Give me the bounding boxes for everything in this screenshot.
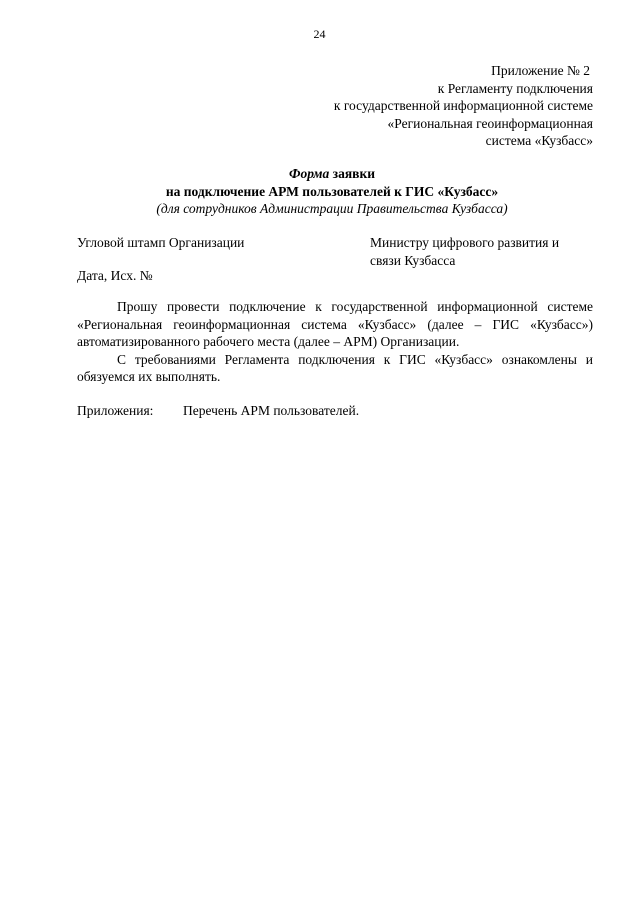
appendix-header (213, 62, 593, 150)
form-title-rest: заявки (329, 166, 375, 181)
body-text (77, 298, 593, 386)
addressee-line-2: связи Кузбасса (370, 252, 456, 268)
addressee-block (370, 234, 600, 269)
attachments-label: Приложения: (77, 403, 154, 418)
appendix-line-1: Приложение № 2 (491, 63, 590, 78)
form-title-line-2: на подключение АРМ пользователей к ГИС «Кузбасс» (165, 183, 499, 199)
attachments-value: Перечень АРМ пользователей. (183, 403, 360, 418)
appendix-line-3: к государственной информационной системе (333, 98, 593, 113)
appendix-line-2: к Регламенту подключения (437, 80, 593, 96)
appendix-line-4: «Региональная геоинформационная (387, 115, 593, 131)
attachments-line (77, 402, 359, 420)
form-title-line-3: (для сотрудников Администрации Правительства Кузбасса) (156, 201, 508, 216)
addressee-line-1: Министру цифрового развития и (370, 235, 560, 250)
form-title-italic-word: Форма (288, 166, 330, 181)
body-paragraph-1: Прошу провести подключение к государственной информационной системе «Региональная геоинформационная система «Кузбасс» (далее – ГИС «Кузбасс») автоматизированного рабочего места (далее – АРМ) Организации. (77, 299, 593, 349)
appendix-line-5: система «Кузбасс» (485, 133, 593, 148)
form-title-line-1 (0, 165, 639, 183)
form-title (0, 165, 639, 218)
date-reference-line: Дата, Исх. № (77, 268, 153, 283)
corner-stamp-label: Угловой штамп Организации (77, 235, 245, 250)
page-number: 24 (313, 27, 326, 41)
body-paragraph-2: С требованиями Регламента подключения к ГИС «Кузбасс» ознакомлены и обязуемся их выполнять. (77, 351, 593, 384)
